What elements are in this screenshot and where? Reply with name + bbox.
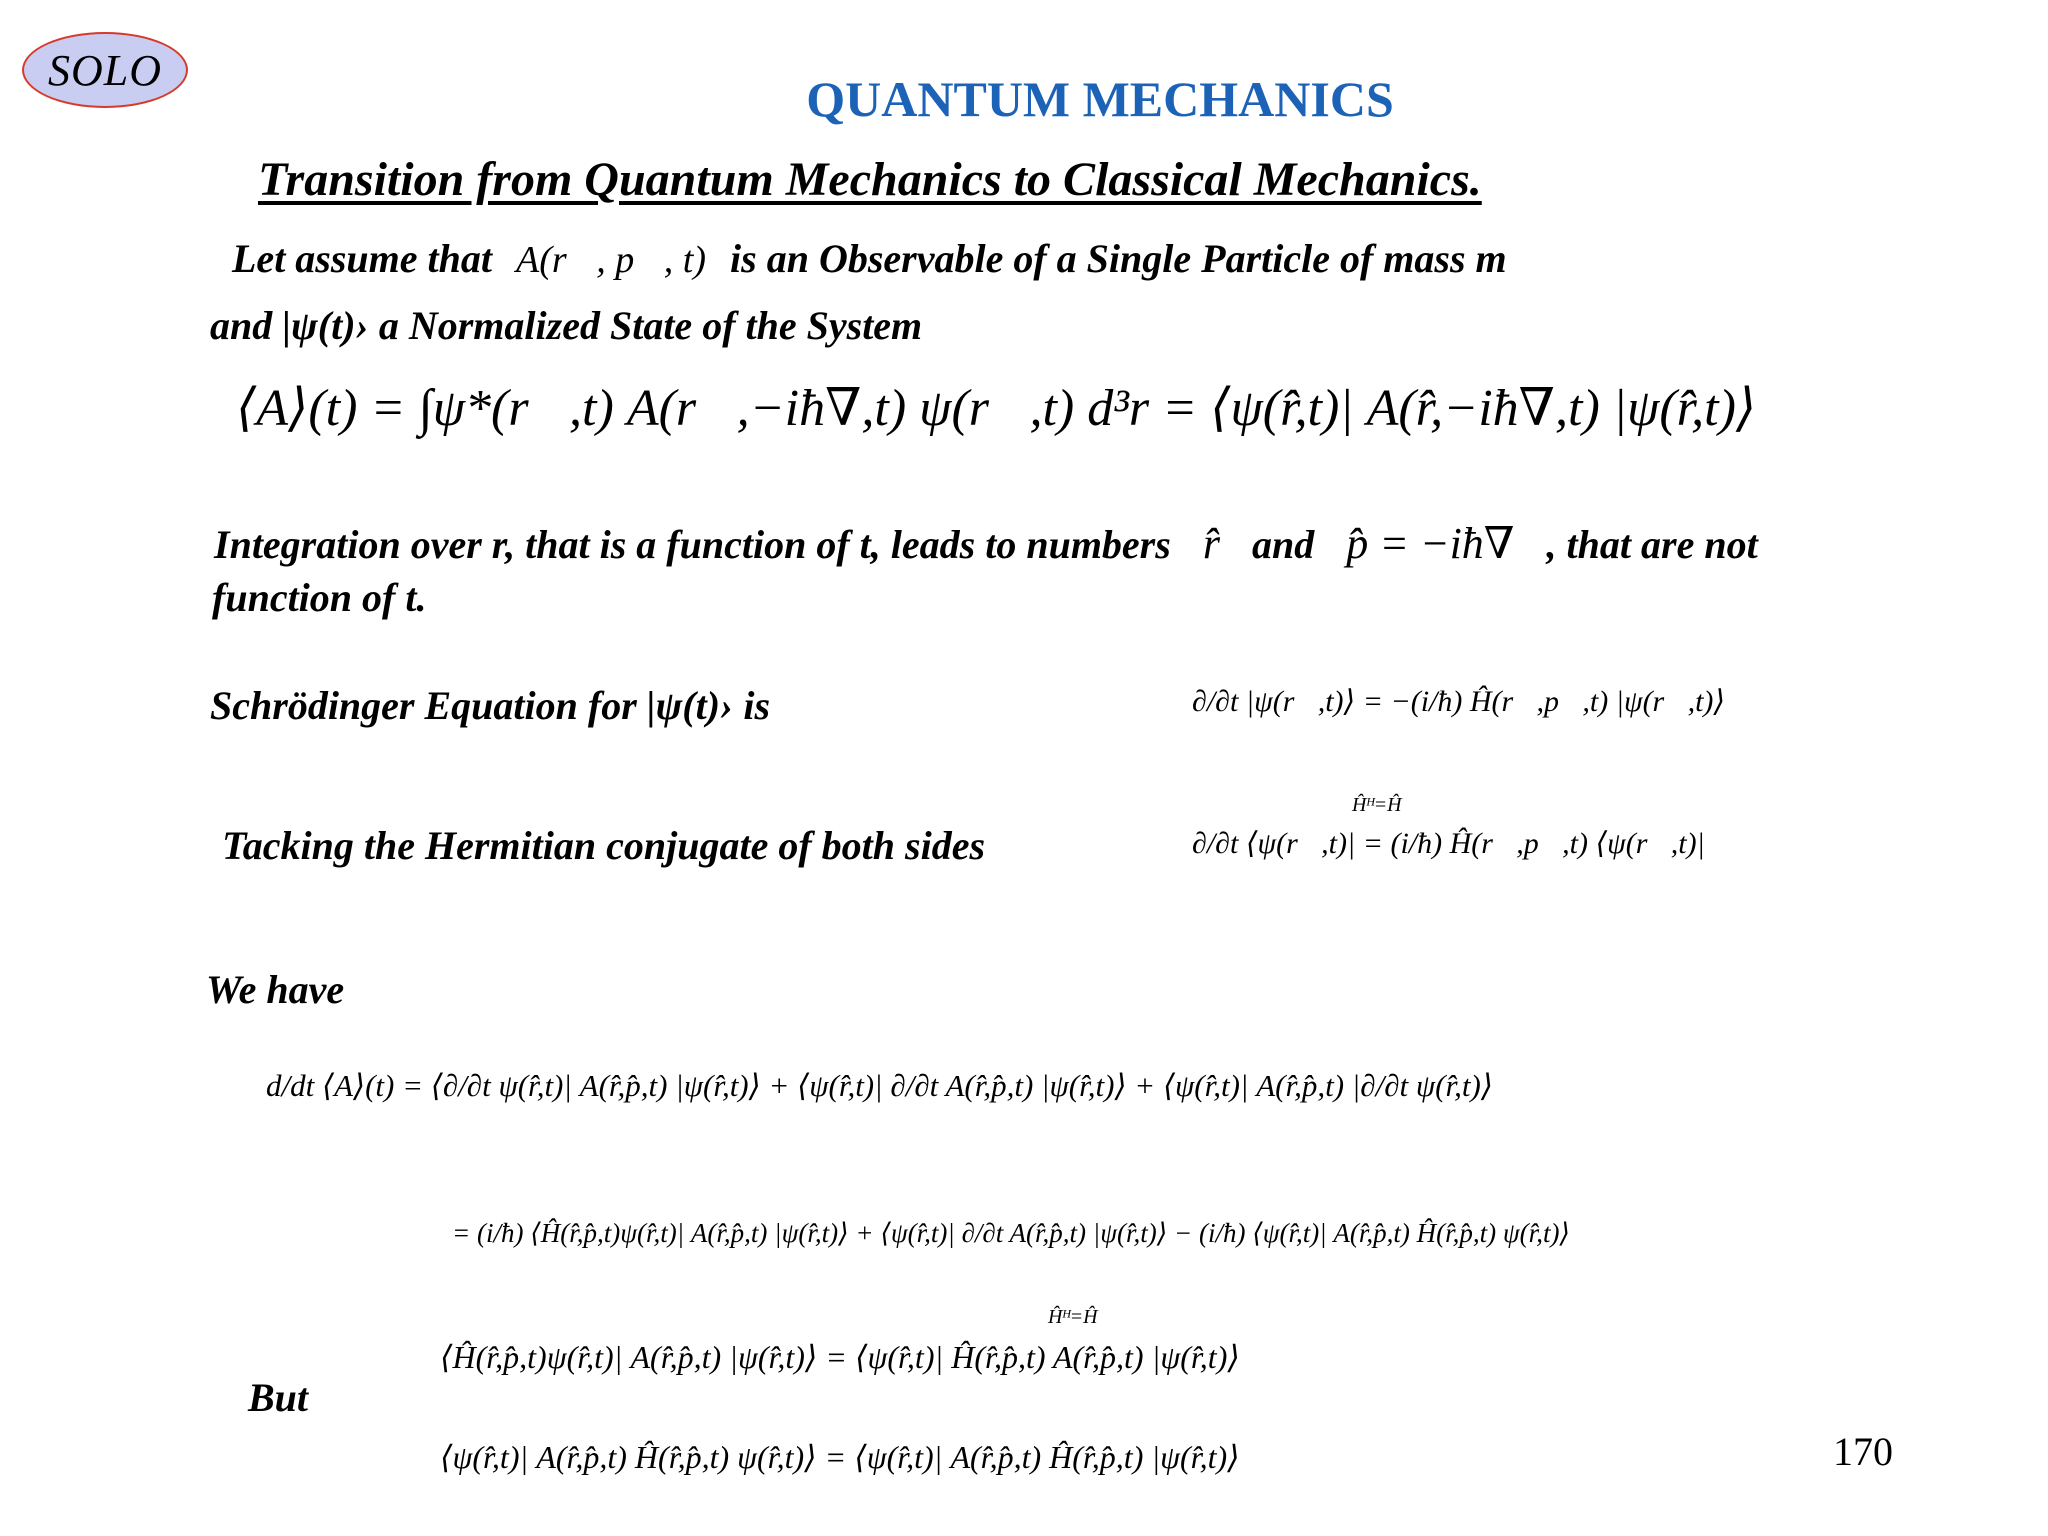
but-hermitian-condition: Ĥᴴ=Ĥ <box>1048 1306 1098 1328</box>
hermitian-conjugate-equation: ∂/∂t ⟨ψ(r⃗,t)| = (i/ħ) Ĥ(r⃗,p⃗,t) ⟨ψ(r⃗,t)| <box>1192 827 1705 860</box>
intro-line-2: and |ψ(t)› a Normalized State of the System <box>210 303 923 348</box>
integration-text-b: , that are not <box>1546 522 1758 567</box>
time-derivative-equation: d/dt ⟨A⟩(t) = ⟨∂/∂t ψ(r̂,t)| A(r̂,p̂,t) |ψ(r̂,t)⟩ + ⟨ψ(r̂,t)| ∂/∂t A(r̂,p̂,t) |ψ(r̂,t)⟩ + ⟨ψ(r̂,t)| A(r̂,p̂,t) |∂/∂t ψ(r̂,t)⟩ <box>266 1068 1493 1103</box>
integration-text-a: Integration over r, that is a function of t, leads to numbers <box>214 522 1171 567</box>
schrodinger-label: Schrödinger Equation for |ψ(t)› is <box>210 683 771 728</box>
hermitian-label: Tacking the Hermitian conjugate of both sides <box>222 823 986 868</box>
page-number: 170 <box>1833 1429 1893 1474</box>
intro-text-a: Let assume that <box>232 236 493 281</box>
hamiltonian-relation-1: ⟨Ĥ(r̂,p̂,t)ψ(r̂,t)| A(r̂,p̂,t) |ψ(r̂,t)⟩ = ⟨ψ(r̂,t)| Ĥ(r̂,p̂,t) A(r̂,p̂,t) |ψ(r̂,t)⟩ <box>440 1339 1240 1375</box>
hamiltonian-relation-2: ⟨ψ(r̂,t)| A(r̂,p̂,t) Ĥ(r̂,p̂,t) ψ(r̂,t)⟩ = ⟨ψ(r̂,t)| A(r̂,p̂,t) Ĥ(r̂,p̂,t) |ψ(r̂,t)⟩ <box>440 1439 1240 1475</box>
integration-line-2: function of t. <box>212 575 427 620</box>
time-derivative-expanded: = (i/ħ) ⟨Ĥ(r̂,p̂,t)ψ(r̂,t)| A(r̂,p̂,t) |ψ(r̂,t)⟩ + ⟨ψ(r̂,t)| ∂/∂t A(r̂,p̂,t) |ψ(r̂,t)⟩ − (i/ħ) ⟨ψ(r̂,t)| A(r̂,p̂,t) Ĥ(r̂,p̂,t) ψ(r̂,t)⟩ <box>452 1218 1570 1248</box>
intro-text-b: is an Observable of a Single Particle of mass m <box>730 236 1507 281</box>
momentum-operator: p̂ = −iħ∇ <box>1346 519 1515 568</box>
we-have-label: We have <box>206 967 345 1012</box>
integration-and: and <box>1251 522 1315 567</box>
schrodinger-equation: ∂/∂t |ψ(r⃗,t)⟩ = −(i/ħ) Ĥ(r⃗,p⃗,t) |ψ(r⃗,t)⟩ <box>1192 685 1726 718</box>
logo-text: SOLO <box>47 45 163 95</box>
slide-subtitle: Transition from Quantum Mechanics to Classical Mechanics. <box>258 153 1482 206</box>
hermitian-condition: Ĥᴴ=Ĥ <box>1352 794 1402 816</box>
expectation-value-equation: ⟨A⟩(t) = ∫ψ*(r⃗,t) A(r⃗,−iħ∇,t) ψ(r⃗,t) d³r = ⟨ψ(r̂,t)| A(r̂,−iħ∇,t) |ψ(r̂,t)⟩ <box>236 380 1757 437</box>
observable-expression: A(r⃗, p⃗, t) <box>516 239 707 281</box>
but-label: But <box>248 1375 309 1420</box>
intro-line-1 <box>232 235 1507 282</box>
position-operator: r̂ <box>1202 519 1220 568</box>
slide-title: QUANTUM MECHANICS <box>806 71 1394 127</box>
integration-line <box>214 518 1758 569</box>
